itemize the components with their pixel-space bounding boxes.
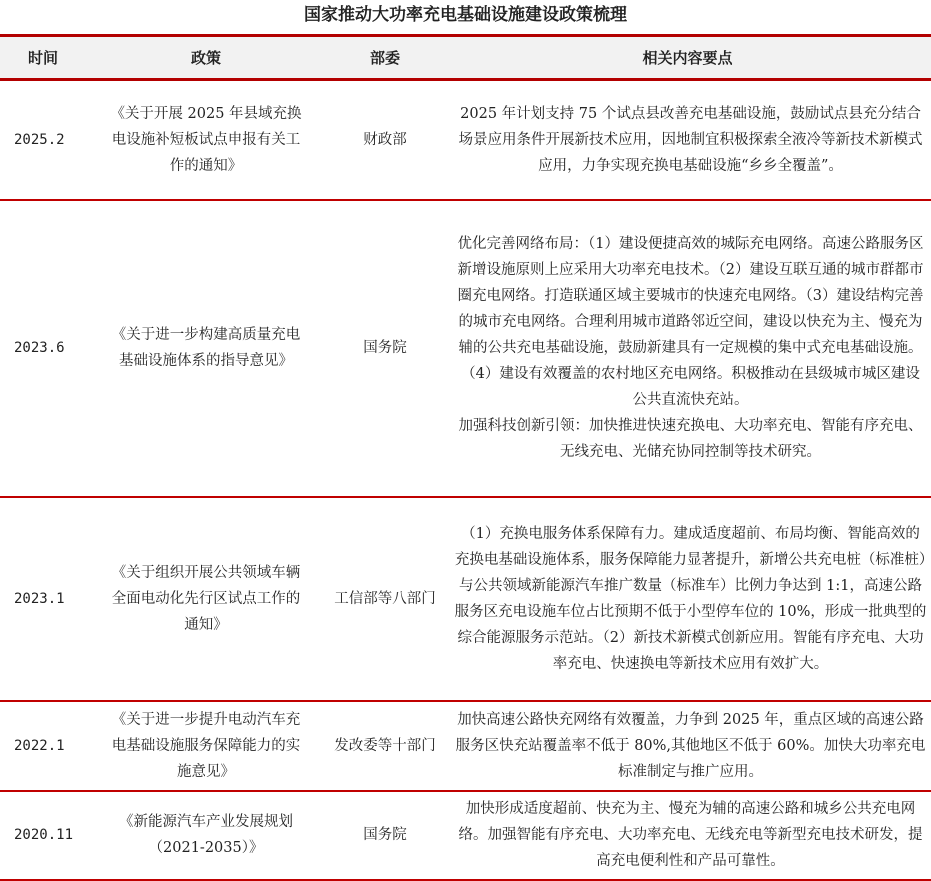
cell-policy: 《关于进一步提升电动汽车充电基础设施服务保障能力的实施意见》 bbox=[111, 711, 301, 780]
cell-dept: 国务院 bbox=[363, 827, 407, 843]
cell-time: 2023.6 bbox=[14, 340, 65, 356]
cell-policy: 《新能源汽车产业发展规划（2021-2035）》 bbox=[119, 814, 293, 856]
header-time: 时间 bbox=[0, 36, 86, 80]
cell-time: 2022.1 bbox=[14, 737, 65, 754]
cell-policy: 《关于进一步构建高质量充电基础设施体系的指导意见》 bbox=[111, 327, 301, 369]
cell-content bbox=[444, 80, 931, 200]
cell-dept: 财政部 bbox=[363, 131, 407, 148]
policy-table bbox=[0, 34, 931, 881]
table-row bbox=[0, 200, 931, 497]
table-row bbox=[0, 791, 931, 880]
header-dept: 部委 bbox=[326, 36, 444, 80]
cell-time: 2023.1 bbox=[14, 590, 65, 607]
table-row bbox=[0, 497, 931, 701]
cell-dept: 国务院 bbox=[363, 340, 407, 356]
cell-time: 2020.11 bbox=[14, 827, 74, 843]
content-paragraph: 2025 年计划支持 75 个试点县改善充电基础设施，鼓励试点县充分结合场景应用条件开展新技术应用，因地制宜积极探索全液冷等新技术新模式应用，力争实现充换电基础设施“乡乡全覆盖”。 bbox=[458, 105, 923, 174]
content-paragraph: 加强科技创新引领：加快推进快速充换电、大功率充电、智能有序充电、无线充电、光储充协同控制等技术研究。 bbox=[458, 418, 923, 460]
cell-policy: 《关于组织开展公共领域车辆全面电动化先行区试点工作的通知》 bbox=[111, 564, 301, 633]
content-paragraph: 优化完善网络布局：（1）建设便捷高效的城际充电网络。高速公路服务区新增设施原则上应采用大功率充电技术。（2）建设互联互通的城市群都市圈充电网络。打造联通区域主要城市的快速充电网络。（3）建设结构完善的城市充电网络。合理利用城市道路邻近空间，建设以快充为主、慢充为辅的公共充电基础设施，鼓励新建具有一定规模的集中式充电基础设施。（4）建设有效覆盖的农村地区充电网络。积极推动在县级城市城区建设公共直流快充站。 bbox=[457, 236, 924, 408]
content-paragraph: 加快高速公路快充网络有效覆盖，力争到 2025 年，重点区域的高速公路服务区快充站覆盖率不低于 80%,其他地区不低于 60%。加快大功率充电标准制定与推广应用。 bbox=[455, 711, 926, 780]
table-row bbox=[0, 80, 931, 200]
cell-dept: 发改委等十部门 bbox=[334, 737, 436, 754]
cell-time: 2025.2 bbox=[14, 131, 65, 148]
table-header-row bbox=[0, 36, 931, 80]
content-paragraph: （1）充换电服务体系保障有力。建成适度超前、布局均衡、智能高效的充换电基础设施体系，服务保障能力显著提升，新增公共充电桩（标准桩）与公共领域新能源汽车推广数量（标准车）比例力争达到 1:1，高速公路服务区充电设施车位占比预期不低于小型停车位的 10%，形成一批典型的综合能源服务示范站。（2）新技术新模式创新应用。智能有序充电、大功率充电、快速换电等新技术应用有效扩大。 bbox=[454, 525, 927, 672]
header-policy: 政策 bbox=[86, 36, 326, 80]
cell-policy: 《关于开展 2025 年县域充换电设施补短板试点申报有关工作的通知》 bbox=[110, 105, 302, 174]
cell-content bbox=[444, 200, 931, 497]
cell-content bbox=[444, 701, 931, 791]
table-row bbox=[0, 701, 931, 791]
content-paragraph: 加快形成适度超前、快充为主、慢充为辅的高速公路和城乡公共充电网络。加强智能有序充电、大功率充电、无线充电等新型充电技术研发，提高充电便利性和产品可靠性。 bbox=[458, 801, 923, 869]
cell-dept: 工信部等八部门 bbox=[334, 590, 436, 607]
page-title: 国家推动大功率充电基础设施建设政策梳理 bbox=[304, 5, 627, 25]
header-content: 相关内容要点 bbox=[444, 36, 931, 80]
cell-content bbox=[444, 497, 931, 701]
cell-content bbox=[444, 791, 931, 880]
